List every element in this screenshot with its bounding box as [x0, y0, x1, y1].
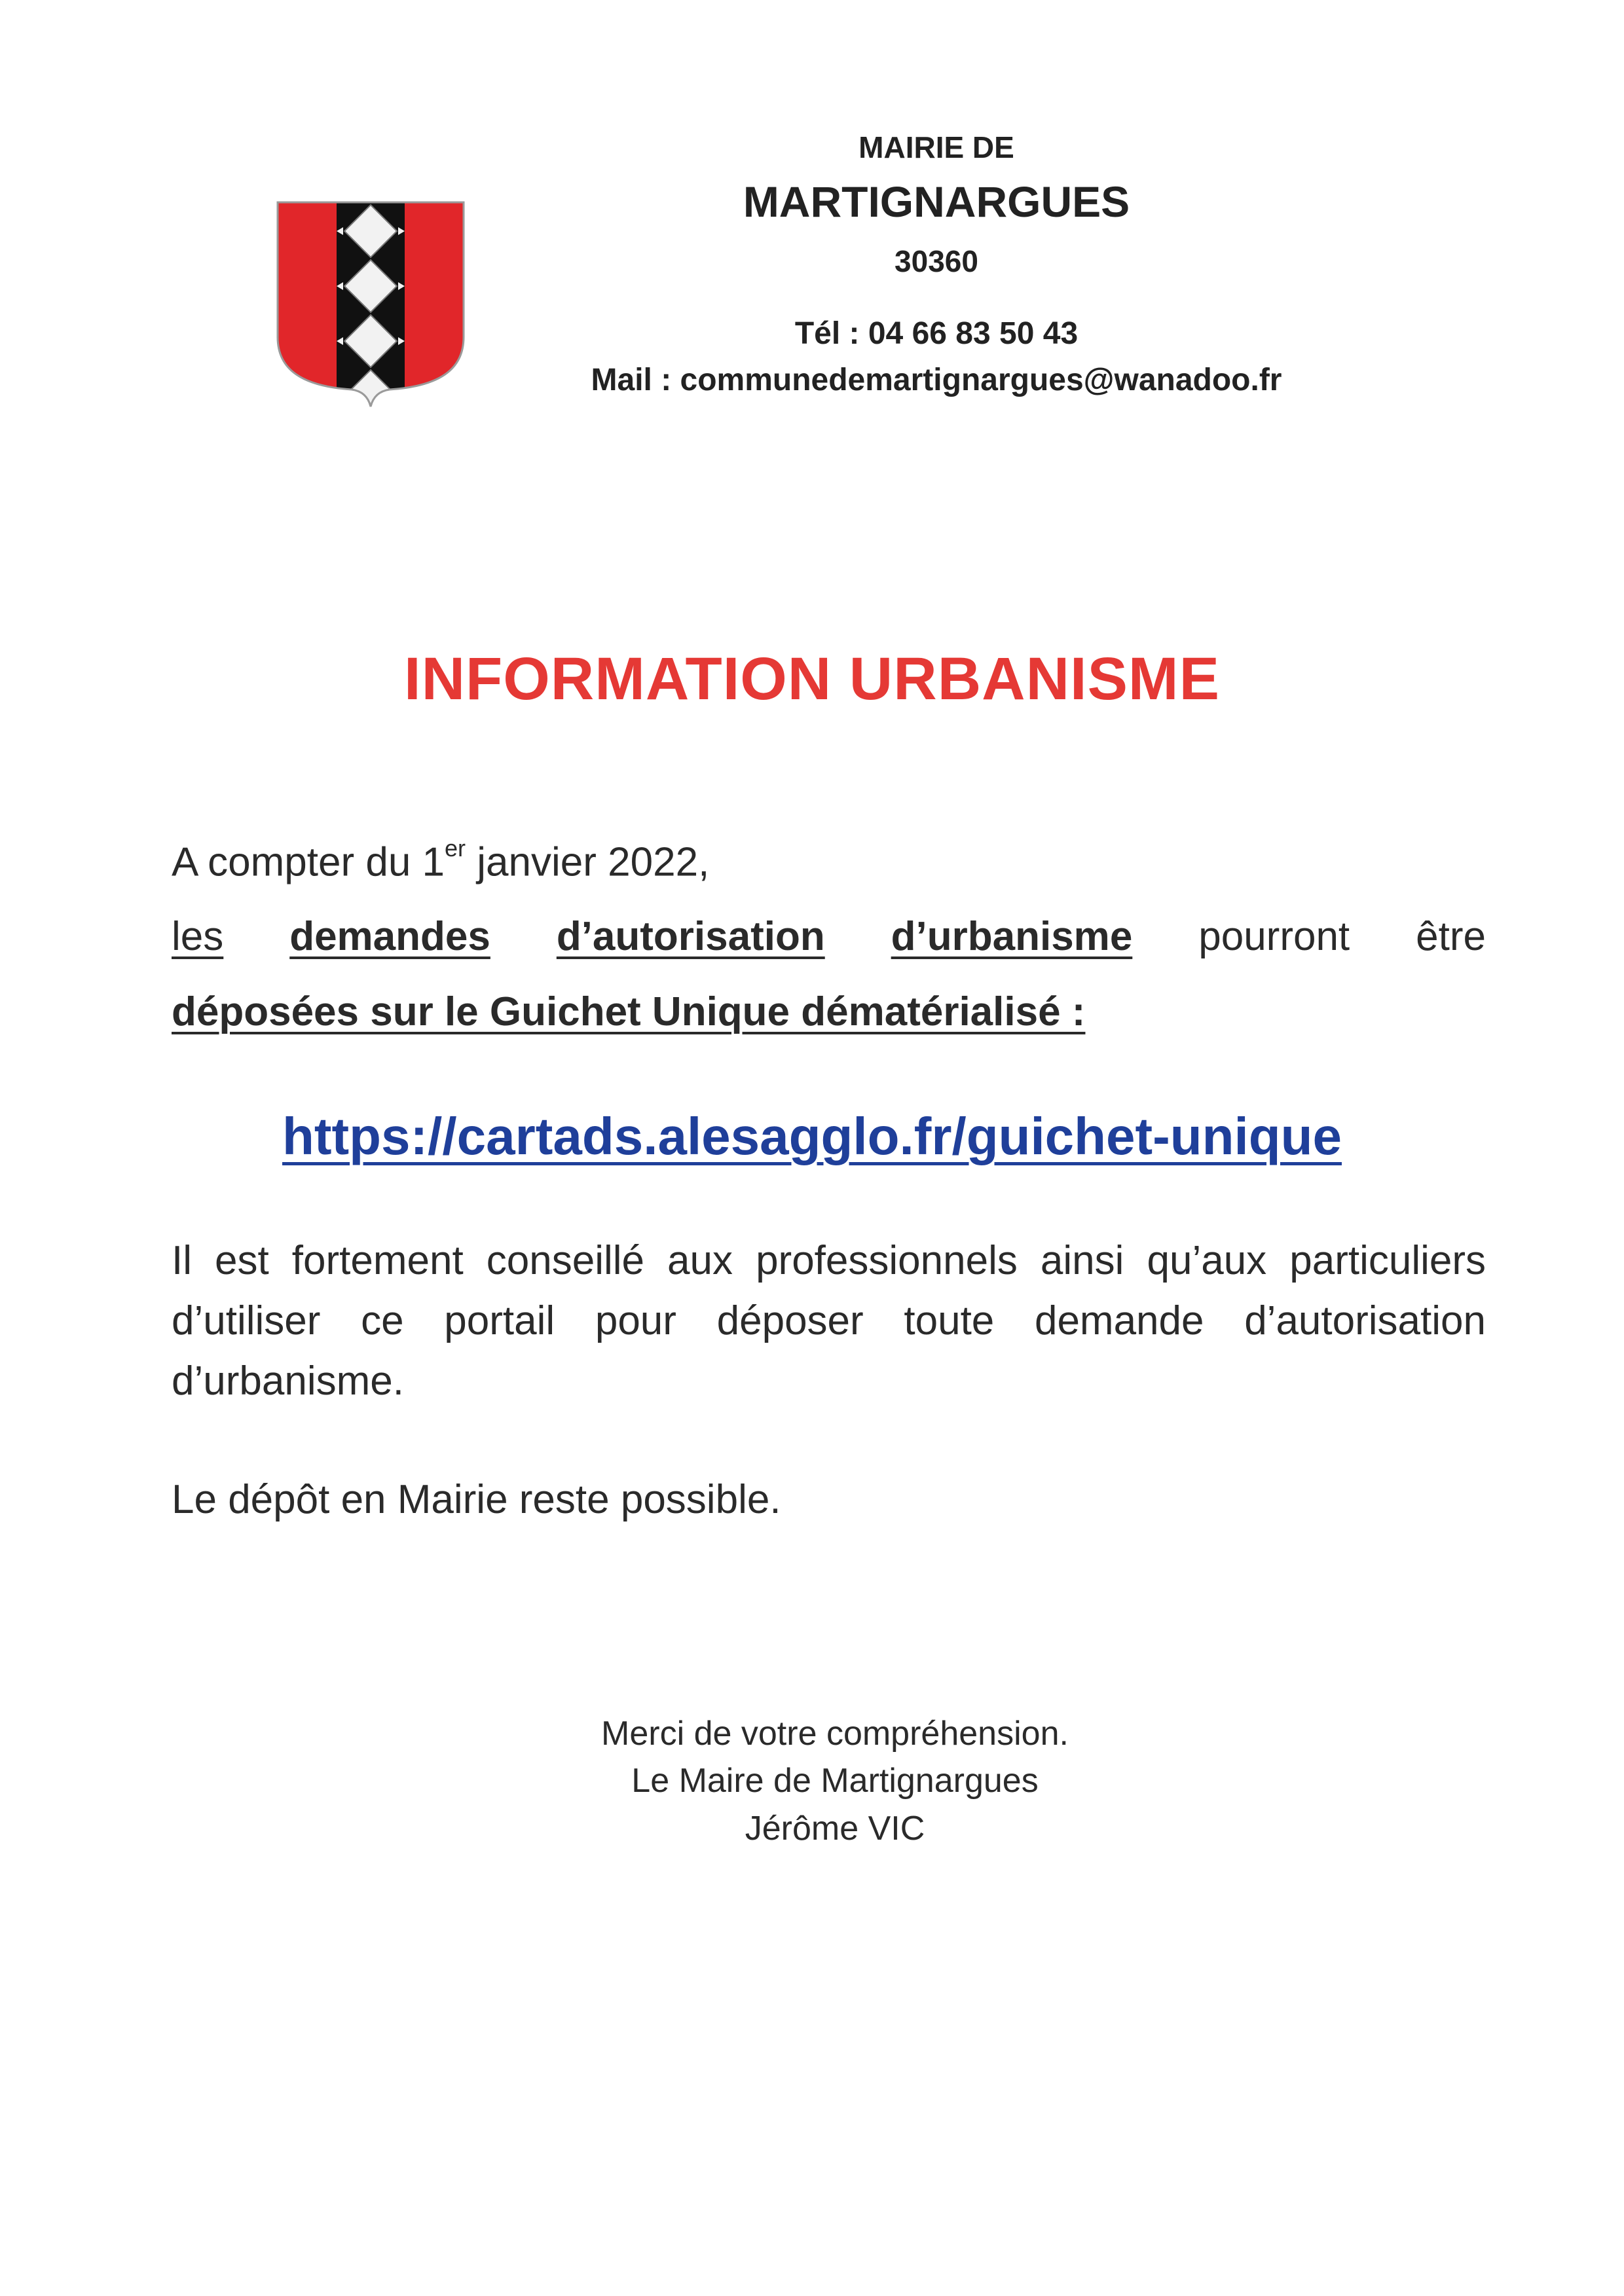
header-mairie-de: MAIRIE DE — [858, 130, 1014, 164]
deposees-line — [172, 982, 1486, 1042]
header-mail: Mail : communedemartignargues@wanadoo.fr — [591, 363, 1282, 397]
date-prefix: A compter du 1 — [172, 839, 445, 885]
signature-role: Le Maire de Martignargues — [631, 1762, 1039, 1800]
deposees-text: déposées sur le Guichet Unique dématérialisé : — [172, 989, 1086, 1034]
word-demandes: demandes — [289, 914, 490, 959]
guichet-unique-link[interactable]: https://cartads.alesagglo.fr/guichet-unique — [282, 1107, 1342, 1165]
demandes-line — [172, 913, 1486, 960]
signature-thanks: Merci de votre compréhension. — [601, 1715, 1069, 1753]
depot-paragraph: Le dépôt en Mairie reste possible. — [172, 1477, 781, 1522]
header-phone: Tél : 04 66 83 50 43 — [794, 316, 1079, 351]
conseil-paragraph: Il est fortement conseillé aux professionnels ainsi qu’aux particuliers d’utiliser ce portail pour déposer toute demande d’autorisation d’urbanisme. — [172, 1238, 1486, 1404]
date-paragraph — [172, 824, 1486, 893]
word-autorisation: d’autorisation — [556, 914, 825, 959]
date-superscript: er — [445, 835, 466, 862]
date-suffix: janvier 2022, — [466, 839, 710, 885]
word-etre: être — [1416, 914, 1486, 959]
header-commune-name: MARTIGNARGUES — [743, 177, 1130, 226]
word-urbanisme: d’urbanisme — [891, 914, 1133, 959]
header-postal-code: 30360 — [895, 244, 978, 278]
coat-of-arms-icon — [275, 200, 466, 409]
word-les: les — [172, 914, 224, 959]
word-pourront: pourront — [1198, 914, 1350, 959]
document-title: INFORMATION URBANISME — [404, 646, 1220, 712]
signature-name: Jérôme VIC — [745, 1810, 925, 1848]
